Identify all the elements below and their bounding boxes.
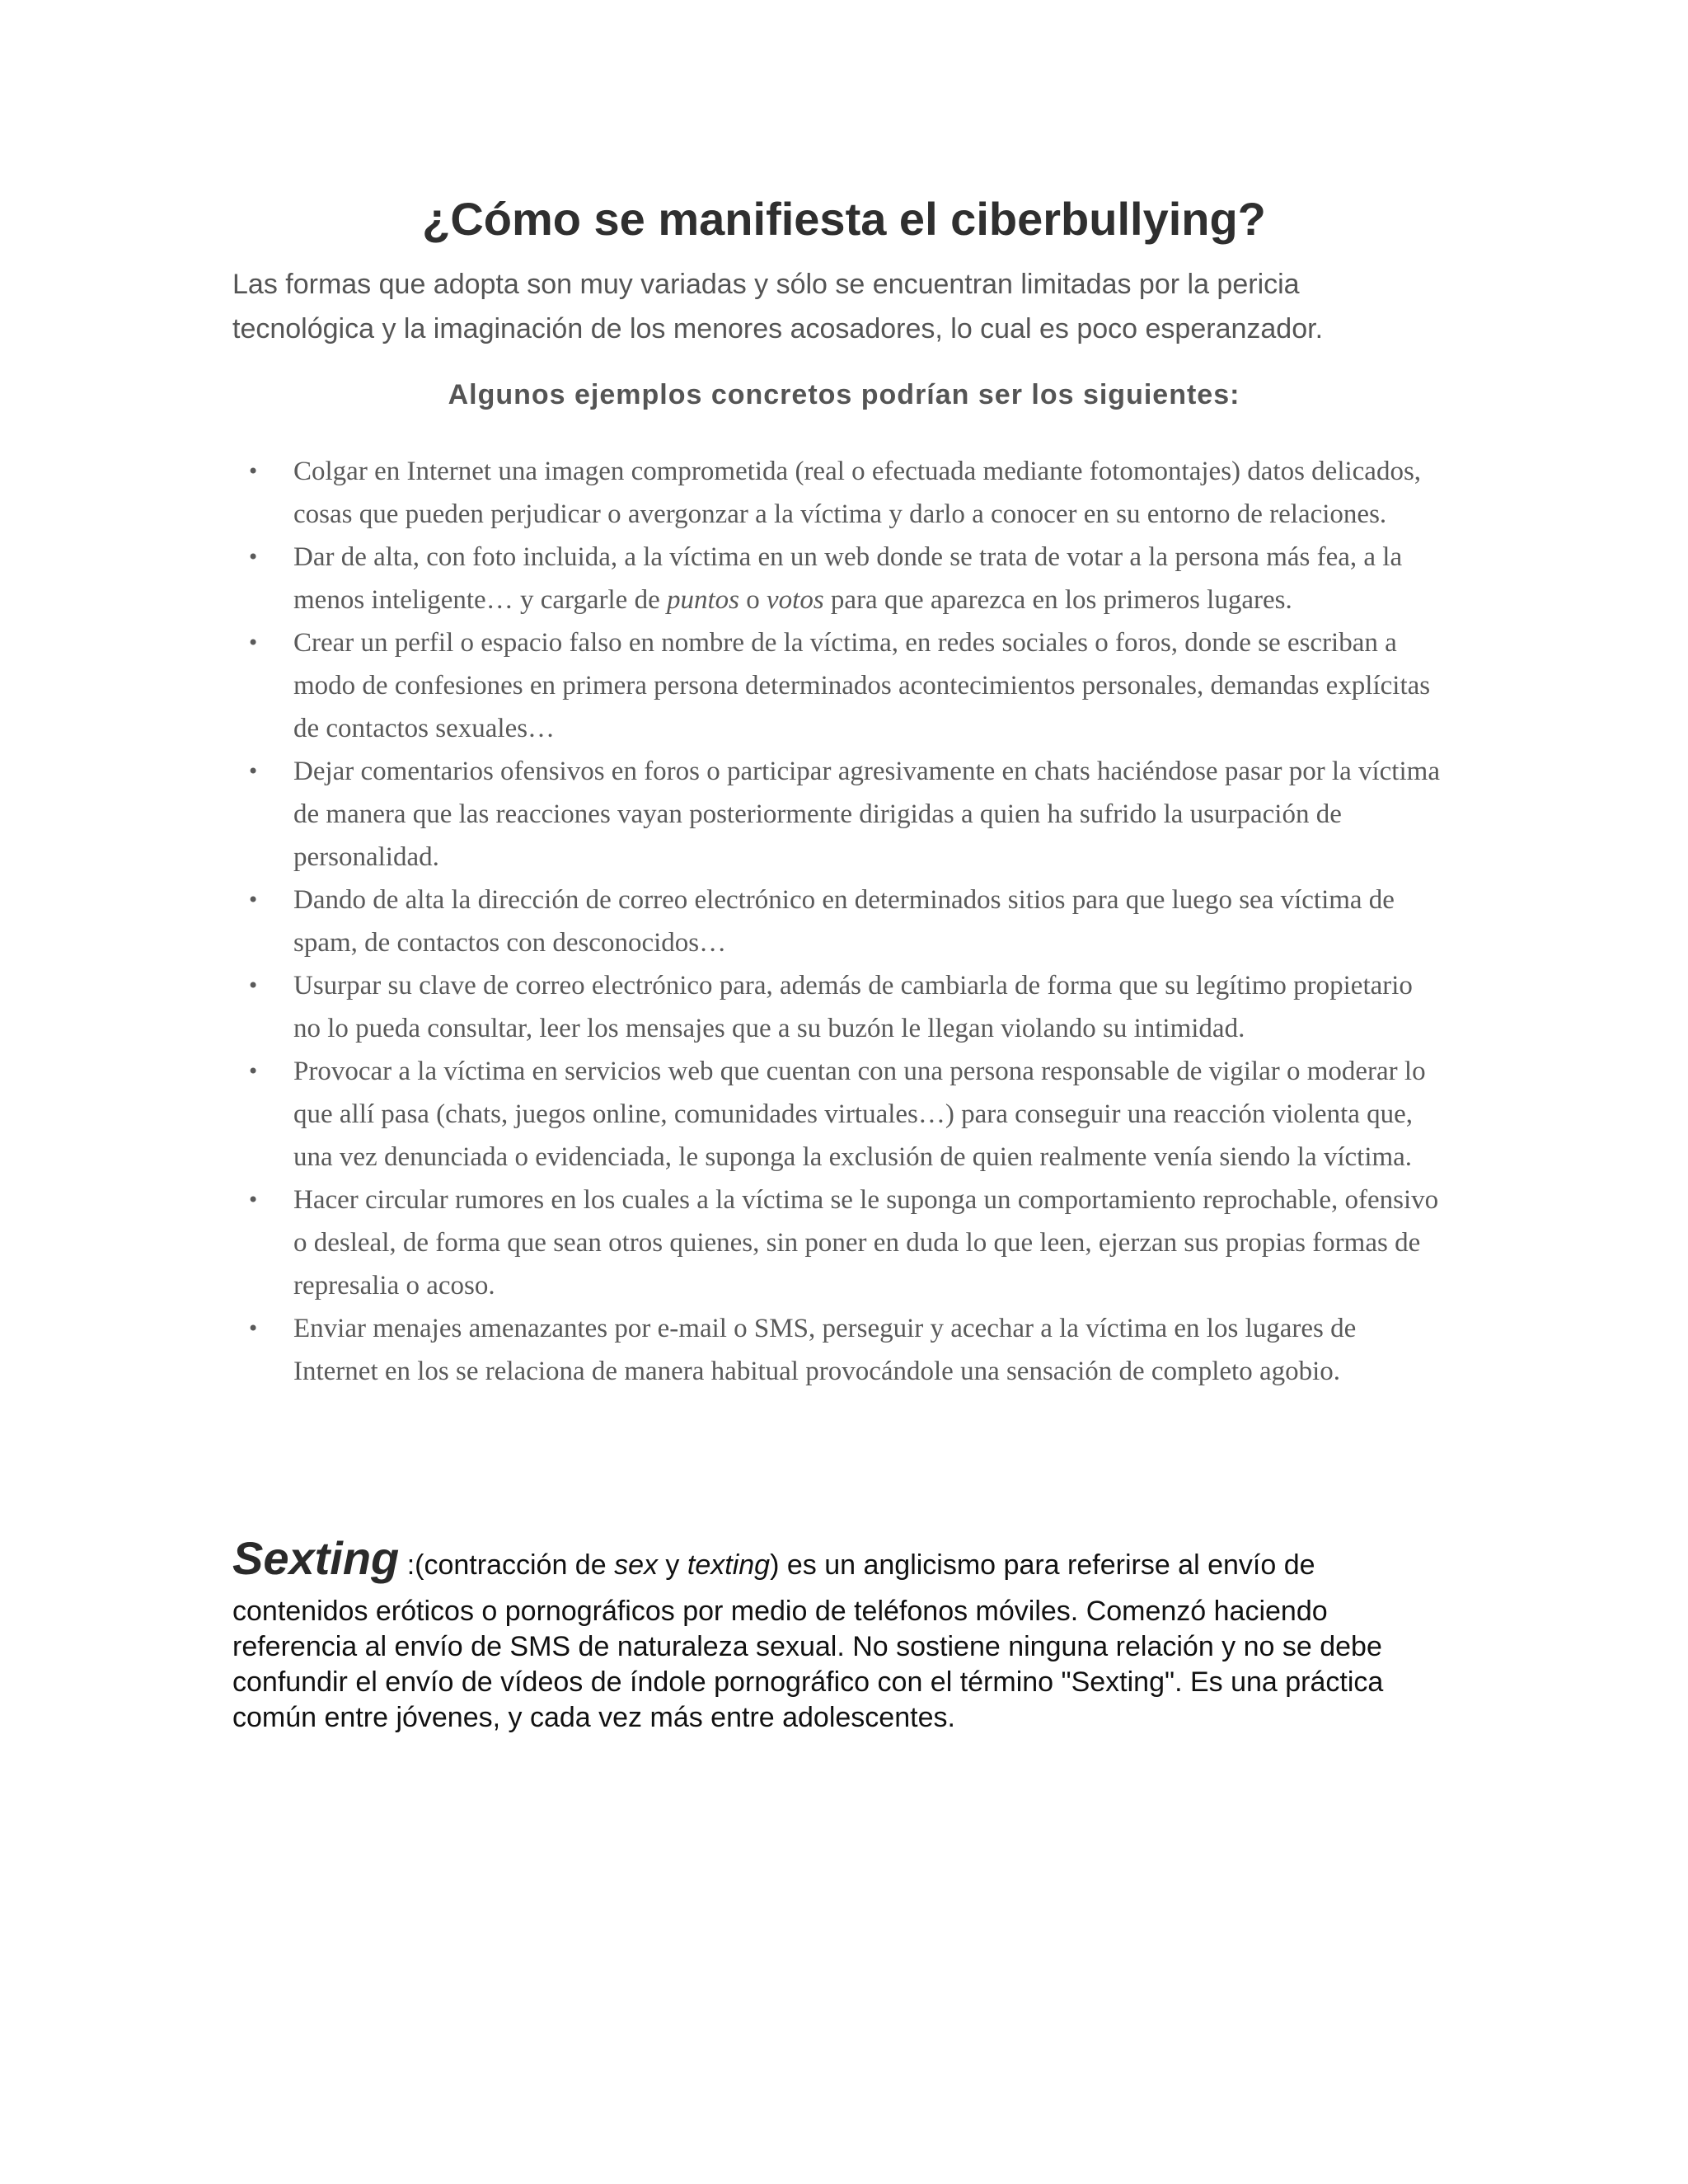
list-item-text: Dando de alta la dirección de correo electrónico en determinados sitios para que luego sea víctima de spam, de contactos con desconocidos… (293, 885, 1395, 958)
list-item (247, 964, 1442, 1050)
list-item-text: Hacer circular rumores en los cuales a la víctima se le suponga un comportamiento reprochable, ofensivo o desleal, de forma que sean otros quienes, sin poner en duda lo que leen, ejerzan sus propias formas de represalia o acoso. (293, 1185, 1439, 1301)
bullet-icon: • (247, 546, 260, 569)
list-item (247, 1179, 1442, 1307)
list-item-text: Usurpar su clave de correo electrónico para, además de cambiarla de forma que su legítimo propietario no lo pueda consultar, leer los mensajes que a su buzón le llegan violando su intimidad. (293, 971, 1413, 1043)
text-segment: o (739, 585, 767, 615)
bullet-icon: • (247, 1188, 260, 1212)
intro-paragraph (232, 262, 1436, 351)
bullet-icon: • (247, 760, 260, 783)
list-item (247, 750, 1442, 879)
intro-line-2: tecnológica y la imaginación de los menores acosadores, lo cual es poco esperanzador. (232, 313, 1324, 344)
list-item-text: Crear un perfil o espacio falso en nombre de la víctima, en redes sociales o foros, donde se escriban a modo de confesiones en primera persona determinados acontecimientos personales, demandas explícitas de contactos sexuales… (293, 628, 1431, 743)
list-item (247, 1050, 1442, 1179)
sexting-term: Sexting (232, 1532, 400, 1584)
italic-word: votos (767, 585, 824, 615)
examples-list (247, 450, 1442, 1393)
list-item-text: Provocar a la víctima en servicios web que cuentan con una persona responsable de vigilar o moderar lo que allí pasa (chats, juegos online, comunidades virtuales…) para conseguir una reacción violenta que, una vez denunciada o evidenciada, le suponga la exclusión de quien realmente venía siendo la víctima. (293, 1057, 1426, 1172)
list-item-text: Dejar comentarios ofensivos en foros o participar agresivamente en chats haciéndose pasar por la víctima de manera que las reacciones vayan posteriormente dirigidas a quien ha sufrido la usurpación de personalidad. (293, 757, 1440, 872)
bullet-icon: • (247, 888, 260, 912)
bullet-icon: • (247, 1317, 260, 1340)
italic-word: texting (687, 1549, 771, 1581)
text-segment: y (657, 1549, 687, 1581)
list-item (247, 450, 1442, 536)
bullet-icon: • (247, 460, 260, 483)
list-item (247, 879, 1442, 964)
list-item-text (293, 542, 1402, 615)
sexting-body: contenidos eróticos o pornográficos por medio de teléfonos móviles. Comenzó haciendo referencia al envío de SMS de naturaleza sexual. No sostiene ninguna relación y no se debe confundir el envío de vídeos de índole pornográfico con el término "Sexting". Es una práctica común entre jóvenes, y cada vez más entre adolescentes. (232, 1596, 1384, 1733)
text-segment: para que aparezca en los primeros lugares. (823, 585, 1292, 615)
bullet-icon: • (247, 1060, 260, 1083)
page-title: ¿Cómo se manifiesta el ciberbullying? (422, 193, 1266, 245)
sexting-paragraph (232, 1530, 1436, 1736)
list-item (247, 1307, 1442, 1393)
text-segment: Dar de alta, con foto incluida, a la víctima en un web donde se trata de votar a la persona más fea, a la menos inteligente… y cargarle de (293, 542, 1403, 615)
bullet-icon: • (247, 631, 260, 654)
bullet-icon: • (247, 974, 260, 997)
italic-word: sex (614, 1549, 658, 1581)
list-item (247, 536, 1442, 621)
text-segment: ) es un anglicismo para referirse al envío de (770, 1549, 1315, 1581)
list-item-text: Enviar menajes amenazantes por e-mail o SMS, perseguir y acechar a la víctima en los lugares de Internet en los se relaciona de manera habitual provocándole una sensación de completo agobio. (293, 1314, 1357, 1386)
text-segment: :(contracción de (399, 1549, 615, 1581)
examples-heading: Algunos ejemplos concretos podrían ser los siguientes: (448, 379, 1240, 410)
intro-line-1: Las formas que adopta son muy variadas y sólo se encuentran limitadas por la pericia (232, 269, 1300, 300)
italic-word: puntos (666, 585, 739, 615)
list-item (247, 621, 1442, 750)
list-item-text: Colgar en Internet una imagen comprometida (real o efectuada mediante fotomontajes) datos delicados, cosas que pueden perjudicar o avergonzar a la víctima y darlo a conocer en su entorno de relaciones. (293, 457, 1422, 529)
sexting-first-line (232, 1530, 1436, 1594)
